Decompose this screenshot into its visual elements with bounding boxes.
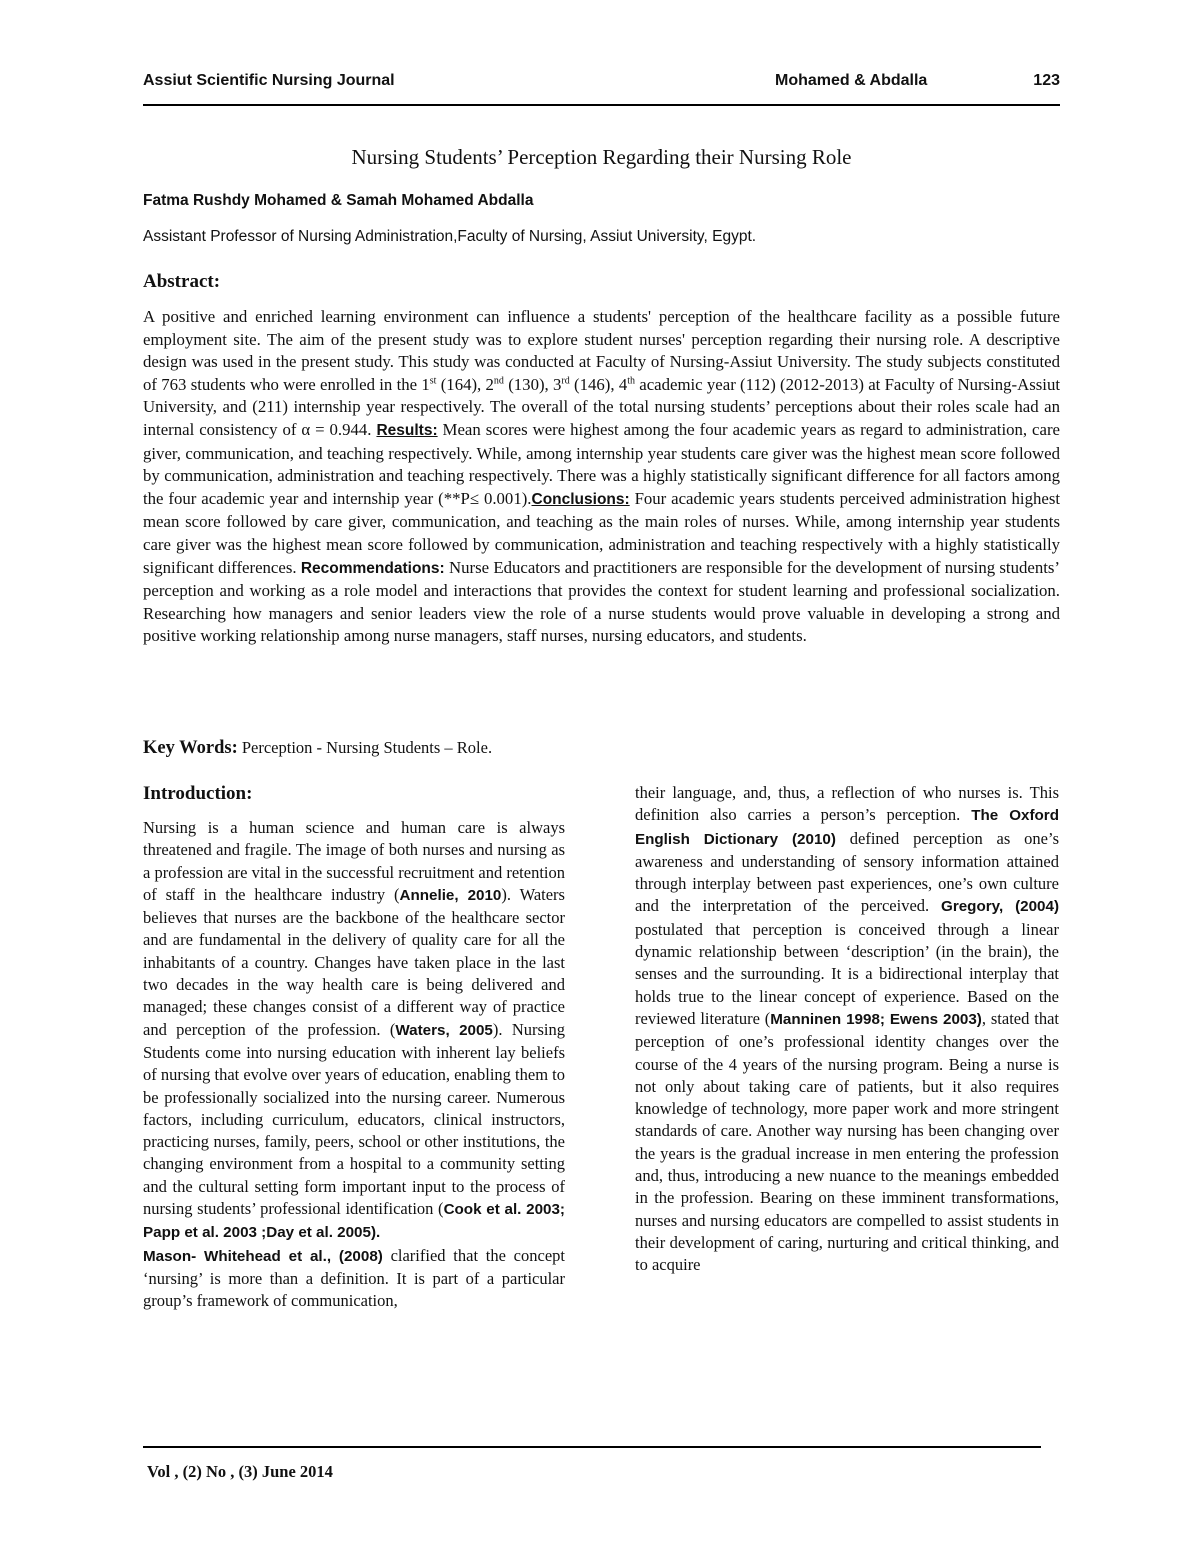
conclusions-label: Conclusions: [531, 490, 630, 508]
citation: Gregory, (2004) [941, 898, 1059, 916]
article-title: Nursing Students’ Perception Regarding their Nursing Role [351, 145, 852, 169]
results-label: Results: [376, 421, 438, 439]
citation: Waters, 2005 [395, 1021, 493, 1039]
keywords-line [143, 738, 1060, 759]
body-text: clarified that the concept ‘nursing’ is more than a definition. It is part of a particular group’s framework of communication, [143, 1245, 565, 1311]
recommendations-label: Recommendations: [300, 559, 445, 577]
running-header [143, 72, 1060, 96]
body-column-left [143, 783, 565, 1313]
abstract-text-2: (164), 2 [436, 374, 494, 394]
citation: Cook et al. 2003; Papp et al. 2003 ;Day et al. 2005). [143, 1201, 565, 1242]
abstract-text-3: (130), 3 [503, 374, 562, 394]
body-text: ). Nursing Students come into nursing education with inherent lay beliefs of nursing that evolve over years of education, enabling them to be professionally socialized into the nursing career. Numerous factors, including curriculum, educators, clinical instructors, practicing nurses, family, peers, school or other institutions, the changing environment from a hospital to a community setting and the cultural setting form important input to the process of nursing students’ professional identification ( [143, 1019, 565, 1219]
header-divider [143, 104, 1060, 106]
footer-volume-info: Vol , (2) No , (3) June 2014 [147, 1462, 333, 1481]
body-text: postulated that perception is conceived through a linear dynamic relationship between ‘description’ (in the brain), the senses and the surrounding. It is a bidirectional interplay that holds true to the linear concept of experience. Based on the reviewed literature ( [635, 919, 1059, 1028]
introduction-heading: Introduction: [143, 783, 253, 804]
article-authors: Fatma Rushdy Mohamed & Samah Mohamed Abdalla [143, 192, 534, 209]
abstract-heading: Abstract: [143, 271, 221, 292]
citation: Manninen 1998; Ewens 2003) [770, 1010, 982, 1028]
abstract-text-4: (146), 4 [569, 374, 628, 394]
conclusions-text: Four academic years students perceived administration highest mean score followed by care giver, communication, and teaching as the main roles of nurses. While, among internship year students care giver was the highest mean score followed by communication, administration and teaching respectively with a highly statistically significant differences. [143, 488, 1061, 577]
results-text: Mean scores were highest among the four academic years as regard to administration, care giver, communication, and teaching respectively. While, among internship year students care giver was the highest mean score followed by communication, administration and teaching respectively. There was a highly statistically significant difference for all factors among the four academic year and internship year (**P≤ 0.001). [143, 419, 1060, 508]
ordinal-sup: th [627, 375, 636, 387]
body-text: defined perception as one’s awareness and understanding of sensory information attained through interplay between past experiences, one’s own culture and the interpretation of the perceived. [635, 828, 1059, 916]
body-text: ). Waters believes that nurses are the backbone of the healthcare sector and are fundamental in the delivery of quality care for all the inhabitants of a country. Changes have taken place in the last two decades in the way health care is being delivered and managed; these changes consist of a different way of practice and perception of the profession. ( [143, 884, 565, 1039]
keywords-label: Key Words: [143, 738, 238, 758]
citation: Annelie, 2010 [399, 886, 502, 904]
body-text: Nursing is a human science and human care is always threatened and fragile. The image of both nurses and nursing as a profession are vital in the successful recruitment and retention of staff in the healthcare industry ( [143, 818, 565, 904]
author-affiliation: Assistant Professor of Nursing Administration,Faculty of Nursing, Assiut University, Egypt. [143, 228, 757, 245]
running-authors: Mohamed & Abdalla [775, 72, 928, 89]
abstract-text-5: academic year (112) (2012-2013) at Faculty of Nursing-Assiut University, and (211) internship year respectively. The overall of the total nursing students’ perceptions about their roles scale had an internal consistency of α = 0.944. [143, 374, 1061, 439]
citation: The Oxford English Dictionary (2010) [635, 807, 1059, 848]
footer-divider [143, 1446, 1041, 1448]
abstract-paragraph [143, 306, 1060, 648]
ordinal-sup: nd [493, 375, 504, 387]
keywords-text: Perception - Nursing Students – Role. [237, 738, 493, 757]
citation: Mason- Whitehead et al., (2008) [143, 1247, 383, 1265]
recommendations-text: Nurse Educators and practitioners are responsible for the development of nursing students’ perception and working as a role model and interactions that provides the context for student learning and professional socialization. Researching how managers and senior leaders view the role of a nurse students would prove valuable in developing a strong and positive working relationship among nurse managers, staff nurses, nursing educators, and students. [143, 557, 1060, 646]
body-text: , stated that perception of one’s professional identity changes over the course of the 4 years of the nursing program. Being a nurse is not only about taking care of patients, but it also requires knowledge of technology, more paper work and more stringent standards of care. Another way nursing has been changing over the years is the gradual increase in men entering the profession and, thus, introducing a new nuance to the meanings embedded in the profession. Bearing on these imminent transformations, nurses and nursing educators are compelled to assist students in their development of caring, nurturing and critical thinking, and to acquire [635, 1008, 1059, 1275]
journal-name: Assiut Scientific Nursing Journal [143, 72, 395, 89]
introduction-paragraph-continued [635, 782, 1059, 1277]
abstract-text-1: A positive and enriched learning environment can influence a students' perception of the healthcare facility as a possible future employment site. The aim of the present study was to explore student nurses' perception regarding their nursing role. A descriptive design was used in the present study. This study was conducted at Faculty of Nursing-Assiut University. The study subjects constituted of 763 students who were enrolled in the 1 [143, 307, 1060, 394]
ordinal-sup: rd [561, 375, 570, 387]
body-column-right [635, 782, 1059, 1277]
body-text: their language, and, thus, a reflection of who nurses is. This definition also carries a person’s perception. [635, 783, 1059, 825]
introduction-paragraph [143, 817, 565, 1313]
page-number: 123 [1033, 72, 1060, 89]
ordinal-sup: st [429, 375, 437, 387]
